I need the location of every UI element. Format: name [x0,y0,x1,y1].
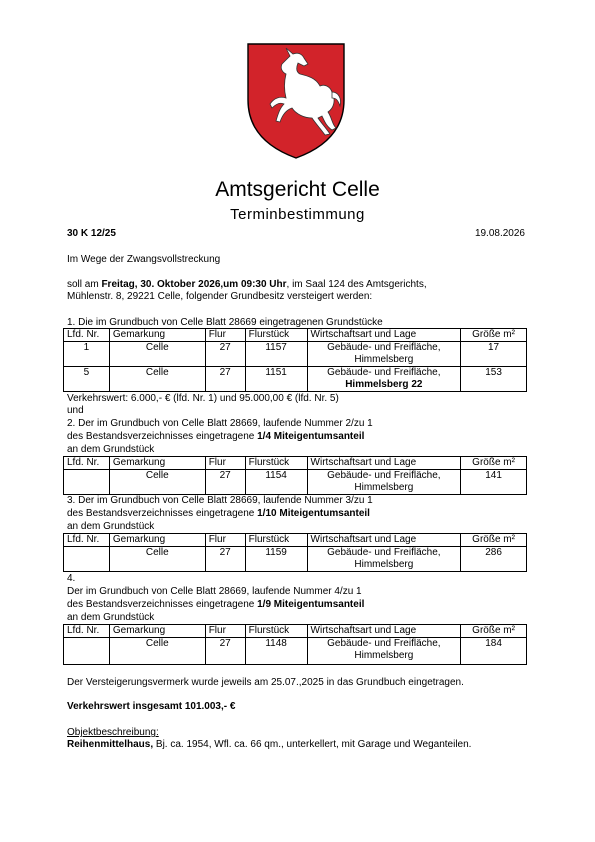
section-4-number: 4. [67,573,76,584]
table-header-row: Lfd. Nr. Gemarkung Flur Flurstück Wirtschaftsart und Lage Größe m² [64,457,527,470]
section-1-heading: 1. Die im Grundbuch von Celle Blatt 28669 eingetragenen Grundstücke [67,317,383,328]
page-title: Amtsgericht Celle [215,178,380,201]
table-row: Celle 27 1154 Gebäude- und Freifläche, Himmelsberg 141 [64,470,527,495]
table-header-row: Lfd. Nr. Gemarkung Flur Flurstück Wirtschaftsart und Lage Größe m² [64,625,527,638]
intro-line-2: soll am Freitag, 30. Oktober 2026,um 09:30 Uhr, im Saal 124 des Amtsgerichts, [67,279,427,290]
section-4-line-3: an dem Grundstück [67,612,155,623]
section-3-line-1: 3. Der im Grundbuch von Celle Blatt 28669, laufende Nummer 3/zu 1 [67,495,373,506]
table-header-row: Lfd. Nr. Gemarkung Flur Flurstück Wirtschaftsart und Lage Größe m² [64,534,527,547]
object-description: Reihenmittelhaus, Bj. ca. 1954, Wfl. ca. 66 qm., unterkellert, mit Garage und Weganteilen. [67,739,472,750]
table-row: Celle 27 1159 Gebäude- und Freifläche, Himmelsberg 286 [64,547,527,572]
page-subtitle: Terminbestimmung [230,206,365,223]
section-3-line-3: an dem Grundstück [67,521,155,532]
section-1-und: und [67,405,84,416]
total-value: Verkehrswert insgesamt 101.003,- € [67,701,236,712]
section-4-line-1: Der im Grundbuch von Celle Blatt 28669, laufende Nummer 4/zu 1 [67,586,362,597]
file-number: 30 K 12/25 [67,228,116,239]
parcel-table-4 [63,624,527,665]
column-header: Größe m² [461,329,527,342]
section-2-line-1: 2. Der im Grundbuch von Celle Blatt 28669, laufende Nummer 2/zu 1 [67,418,373,429]
auction-date: Freitag, 30. Oktober 2026,um 09:30 Uhr [101,279,287,290]
column-header: Flurstück [245,329,307,342]
table-row: Celle 27 1148 Gebäude- und Freifläche, Himmelsberg 184 [64,638,527,665]
intro-line-1: Im Wege der Zwangsvollstreckung [67,254,221,265]
section-2-line-2: des Bestandsverzeichnisses eingetragene 1/4 Miteigentumsanteil [67,431,365,442]
column-header: Flur [205,329,245,342]
table-row: 5 Celle 27 1151 Gebäude- und Freifläche, Himmelsberg 22 153 [64,367,527,392]
table-header-row [64,329,527,342]
parcel-table-1 [63,328,527,392]
intro-line-3: Mühlenstr. 8, 29221 Celle, folgender Grundbesitz versteigert werden: [67,291,373,302]
table-row: 1 Celle 27 1157 Gebäude- und Freifläche, Himmelsberg 17 [64,342,527,367]
registration-note: Der Versteigerungsvermerk wurde jeweils am 25.07.,2025 in das Grundbuch eingetragen. [67,677,464,688]
object-description-heading: Objektbeschreibung: [67,727,159,738]
section-2-line-3: an dem Grundstück [67,444,155,455]
coat-of-arms-icon [246,42,346,160]
section-1-value: Verkehrswert: 6.000,- € (lfd. Nr. 1) und 95.000,00 € (lfd. Nr. 5) [67,393,339,404]
document-date: 19.08.2026 [474,228,525,239]
column-header: Gemarkung [109,329,205,342]
column-header: Lfd. Nr. [64,329,110,342]
parcel-table-2 [63,456,527,495]
section-4-line-2: des Bestandsverzeichnisses eingetragene 1/9 Miteigentumsanteil [67,599,365,610]
section-3-line-2: des Bestandsverzeichnisses eingetragene 1/10 Miteigentumsanteil [67,508,370,519]
parcel-table-3 [63,533,527,572]
column-header: Wirtschaftsart und Lage [307,329,461,342]
